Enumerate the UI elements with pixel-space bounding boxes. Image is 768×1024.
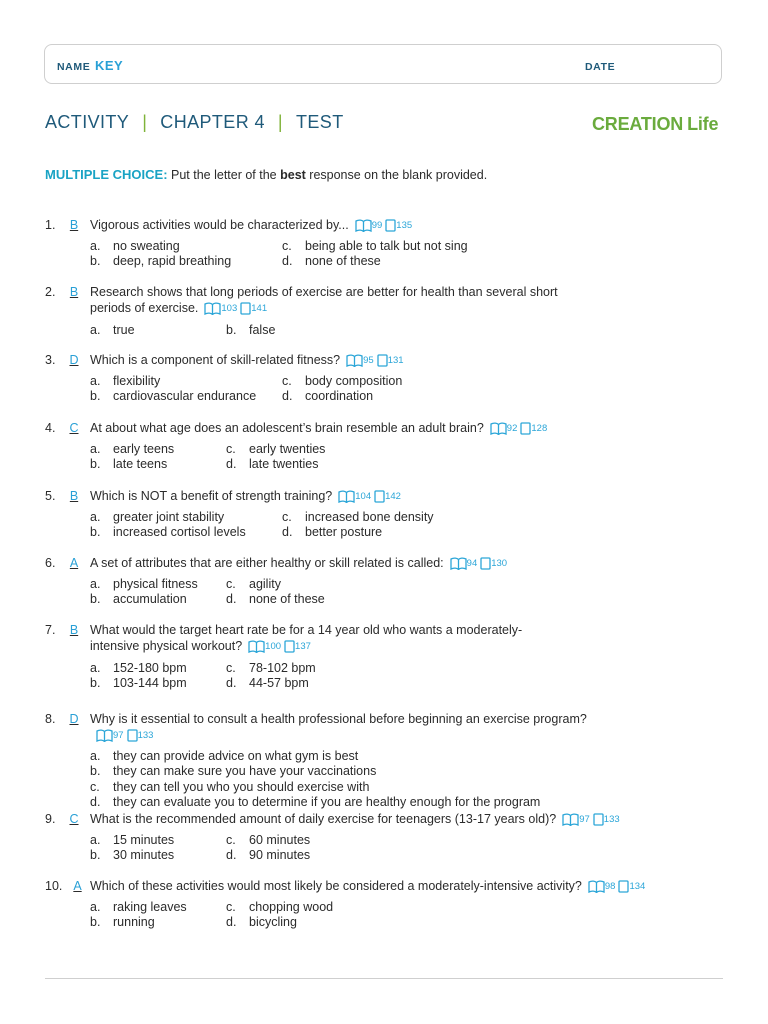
option-letter: b. xyxy=(90,764,101,779)
title-activity: ACTIVITY xyxy=(45,112,130,132)
book-page-ref xyxy=(204,301,237,317)
option-row xyxy=(90,764,650,780)
question-number: 2. xyxy=(45,285,56,299)
option-text: early teens xyxy=(113,441,175,456)
question-3 xyxy=(45,352,407,405)
page-icon xyxy=(374,490,385,503)
book-icon xyxy=(562,813,579,826)
answer-blank: D xyxy=(69,353,79,367)
book-icon xyxy=(204,302,221,315)
option-text: cardiovascular endurance xyxy=(113,389,257,404)
question-2 xyxy=(45,284,560,338)
answer-blank: B xyxy=(69,623,79,637)
option-row xyxy=(90,661,560,677)
option-letter: b. xyxy=(90,254,101,269)
question-text: Which of these activities would most likely be considered a moderately-intensive activity? xyxy=(90,879,582,893)
answer-options xyxy=(90,577,510,608)
option-text: they can make sure you have your vaccinations xyxy=(113,764,377,779)
option-text: body composition xyxy=(305,373,403,388)
option-b xyxy=(90,848,226,864)
option-row xyxy=(90,374,407,390)
question-text: What would the target heart rate be for a 14 year old who wants a moderately-intensive physical workout? xyxy=(90,623,523,653)
option-letter: b. xyxy=(226,322,237,337)
option-letter: a. xyxy=(90,576,101,591)
option-letter: d. xyxy=(226,848,237,863)
book-icon xyxy=(450,557,467,570)
option-row xyxy=(90,239,468,255)
date-label: DATE xyxy=(585,61,616,73)
question-4 xyxy=(45,420,550,473)
option-text: physical fitness xyxy=(113,576,198,591)
question-number: 5. xyxy=(45,489,56,503)
book-icon xyxy=(588,880,605,893)
title-separator: | xyxy=(142,112,148,132)
option-a xyxy=(90,510,282,526)
option-row xyxy=(90,389,407,405)
page-refs xyxy=(490,421,550,437)
option-row xyxy=(90,323,560,339)
question-number: 3. xyxy=(45,353,56,367)
question-line xyxy=(45,420,550,437)
option-letter: c. xyxy=(226,660,236,675)
question-text-wrap xyxy=(90,711,650,744)
question-text-wrap xyxy=(90,352,407,369)
option-row xyxy=(90,848,623,864)
answer-options xyxy=(90,510,434,541)
option-letter: c. xyxy=(226,576,236,591)
page-ref-number: 103 xyxy=(221,302,238,314)
option-c xyxy=(226,577,281,593)
option-letter: a. xyxy=(90,832,101,847)
page-ref xyxy=(127,728,154,744)
answer-options xyxy=(90,442,550,473)
question-6 xyxy=(45,555,510,608)
option-text: increased cortisol levels xyxy=(113,525,246,540)
option-letter: b. xyxy=(90,848,101,863)
question-text-wrap xyxy=(90,555,510,572)
page-ref-number: 94 xyxy=(466,557,478,569)
option-text: deep, rapid breathing xyxy=(113,254,232,269)
question-text: A set of attributes that are either healthy or skill related is called: xyxy=(90,556,444,570)
option-letter: b. xyxy=(90,389,101,404)
book-icon xyxy=(346,354,363,367)
option-row xyxy=(90,254,468,270)
option-text: they can tell you who you should exercise with xyxy=(113,779,370,794)
option-text: 15 minutes xyxy=(113,832,175,847)
option-row xyxy=(90,795,650,811)
page-ref-number: 104 xyxy=(355,490,372,502)
book-page-ref xyxy=(346,353,374,369)
page-ref-number: 141 xyxy=(251,302,268,314)
book-page-ref xyxy=(338,489,371,505)
option-text: running xyxy=(113,915,155,930)
option-b xyxy=(90,592,226,608)
option-d xyxy=(226,592,325,608)
option-c xyxy=(226,661,316,677)
book-icon xyxy=(490,422,507,435)
option-letter: d. xyxy=(226,592,237,607)
option-a xyxy=(90,900,226,916)
page-refs xyxy=(204,301,270,317)
option-b xyxy=(90,525,282,541)
question-number: 10. xyxy=(45,879,63,893)
question-8 xyxy=(45,711,650,811)
book-page-ref xyxy=(355,218,383,234)
answer-options xyxy=(90,661,560,692)
option-text: chopping wood xyxy=(249,899,334,914)
page-refs xyxy=(588,879,648,895)
option-c xyxy=(282,510,434,526)
option-b xyxy=(90,764,376,780)
question-line xyxy=(45,488,434,505)
option-text: 78-102 bpm xyxy=(249,660,316,675)
question-line xyxy=(45,711,650,744)
option-row xyxy=(90,749,650,765)
page-ref xyxy=(240,301,267,317)
page-icon xyxy=(240,302,251,315)
page-icon xyxy=(618,880,629,893)
question-text: Why is it essential to consult a health professional before beginning an exercise program? xyxy=(90,712,587,726)
option-letter: a. xyxy=(90,748,101,763)
brand-logo xyxy=(592,114,718,135)
page-ref-number: 137 xyxy=(295,640,311,652)
question-text-wrap xyxy=(90,622,560,655)
option-c xyxy=(90,780,369,796)
option-text: false xyxy=(249,322,276,337)
page-ref-number: 134 xyxy=(629,880,646,892)
option-c xyxy=(282,239,468,255)
book-page-ref xyxy=(490,421,518,437)
option-a xyxy=(90,833,226,849)
footer-divider xyxy=(45,978,723,979)
question-10 xyxy=(45,878,648,931)
answer-options xyxy=(90,900,648,931)
option-row xyxy=(90,900,648,916)
option-text: 60 minutes xyxy=(249,832,311,847)
option-text: increased bone density xyxy=(305,509,434,524)
option-letter: b. xyxy=(90,457,101,472)
option-c xyxy=(226,442,325,458)
option-letter: b. xyxy=(90,676,101,691)
option-letter: d. xyxy=(90,795,101,810)
option-b xyxy=(90,254,282,270)
option-text: accumulation xyxy=(113,592,187,607)
option-text: coordination xyxy=(305,389,374,404)
option-text: no sweating xyxy=(113,238,180,253)
answer-options xyxy=(90,323,560,339)
answer-options xyxy=(90,374,407,405)
question-9 xyxy=(45,811,623,864)
question-line xyxy=(45,284,560,317)
option-letter: a. xyxy=(90,509,101,524)
title-test: TEST xyxy=(296,112,344,132)
option-b xyxy=(90,457,226,473)
page-icon xyxy=(480,557,491,570)
question-text-wrap xyxy=(90,488,404,505)
option-text: 30 minutes xyxy=(113,848,175,863)
option-a xyxy=(90,323,226,339)
page-icon xyxy=(377,354,388,367)
option-row xyxy=(90,525,434,541)
option-letter: d. xyxy=(226,457,237,472)
page-ref-number: 128 xyxy=(531,422,548,434)
instructions-text-after: response on the blank provided. xyxy=(305,168,488,182)
question-text-wrap xyxy=(90,284,560,317)
option-c xyxy=(226,833,310,849)
question-text-wrap xyxy=(90,878,648,895)
question-line xyxy=(45,217,468,234)
option-text: early twenties xyxy=(249,441,326,456)
page-refs xyxy=(562,812,622,828)
page-icon xyxy=(127,729,138,742)
question-text-wrap xyxy=(90,420,550,437)
option-letter: c. xyxy=(282,509,292,524)
question-text: At about what age does an adolescent’s brain resemble an adult brain? xyxy=(90,421,484,435)
instructions-label: MULTIPLE CHOICE: xyxy=(45,167,168,182)
name-label: NAME xyxy=(57,61,91,73)
page-ref xyxy=(593,812,620,828)
page-icon xyxy=(284,640,295,653)
option-text: being able to talk but not sing xyxy=(305,238,468,253)
page-ref xyxy=(520,421,547,437)
title-separator: | xyxy=(277,112,283,132)
answer-blank: D xyxy=(69,712,79,726)
question-number: 1. xyxy=(45,218,56,232)
option-text: late teens xyxy=(113,457,168,472)
option-a xyxy=(90,374,282,390)
page-ref-number: 100 xyxy=(265,640,282,652)
question-text: Research shows that long periods of exercise are better for health than several short periods of exercise. xyxy=(90,285,558,315)
page-ref-number: 92 xyxy=(506,422,518,434)
question-number: 7. xyxy=(45,623,56,637)
option-row xyxy=(90,577,510,593)
option-row xyxy=(90,592,510,608)
option-row xyxy=(90,442,550,458)
brand-life: Life xyxy=(687,114,719,134)
question-line xyxy=(45,878,648,895)
option-d xyxy=(282,389,373,405)
option-a xyxy=(90,661,226,677)
option-letter: a. xyxy=(90,238,101,253)
option-row xyxy=(90,780,650,796)
option-letter: a. xyxy=(90,322,101,337)
page-icon xyxy=(520,422,531,435)
question-7 xyxy=(45,622,560,692)
option-letter: c. xyxy=(226,441,236,456)
page-ref-number: 97 xyxy=(113,729,124,741)
option-d xyxy=(226,676,309,692)
question-line xyxy=(45,811,623,828)
option-letter: b. xyxy=(90,915,101,930)
option-letter: b. xyxy=(90,525,101,540)
option-text: none of these xyxy=(249,592,325,607)
page-icon xyxy=(385,219,396,232)
option-row xyxy=(90,676,560,692)
option-d xyxy=(90,795,540,811)
question-text: What is the recommended amount of daily exercise for teenagers (13-17 years old)? xyxy=(90,812,557,826)
option-text: late twenties xyxy=(249,457,319,472)
option-d xyxy=(282,254,381,270)
option-text: greater joint stability xyxy=(113,509,225,524)
page-refs xyxy=(450,556,510,572)
option-text: bicycling xyxy=(249,915,297,930)
book-page-ref xyxy=(248,639,281,655)
option-b xyxy=(90,676,226,692)
option-d xyxy=(282,525,382,541)
page-refs xyxy=(346,353,406,369)
option-text: better posture xyxy=(305,525,383,540)
question-text: Which is a component of skill-related fitness? xyxy=(90,353,341,367)
name-value: KEY xyxy=(95,58,124,73)
page-ref-number: 130 xyxy=(491,557,508,569)
page-ref xyxy=(374,489,401,505)
option-b xyxy=(90,389,282,405)
question-text-wrap xyxy=(90,217,415,234)
option-b xyxy=(90,915,226,931)
book-icon xyxy=(96,729,113,742)
question-1 xyxy=(45,217,468,270)
page-refs xyxy=(338,489,404,505)
answer-blank: C xyxy=(69,812,79,826)
answer-blank: B xyxy=(69,285,79,299)
brand-creation: CREATION xyxy=(592,114,684,134)
instructions-text-before: Put the letter of the xyxy=(167,168,281,182)
option-a xyxy=(90,749,358,765)
title-chapter: CHAPTER 4 xyxy=(160,112,265,132)
option-letter: a. xyxy=(90,660,101,675)
book-page-ref xyxy=(450,556,478,572)
question-line xyxy=(45,352,407,369)
option-letter: c. xyxy=(282,238,292,253)
question-number: 4. xyxy=(45,421,56,435)
option-a xyxy=(90,442,226,458)
page-ref-number: 98 xyxy=(604,880,616,892)
question-5 xyxy=(45,488,434,541)
option-c xyxy=(226,900,333,916)
option-letter: a. xyxy=(90,899,101,914)
option-d xyxy=(226,457,318,473)
answer-options xyxy=(90,239,468,270)
option-letter: c. xyxy=(226,899,236,914)
answer-options xyxy=(90,749,650,811)
instructions xyxy=(45,167,487,182)
option-c xyxy=(282,374,402,390)
question-line xyxy=(45,555,510,572)
answer-blank: C xyxy=(69,421,79,435)
page-ref-number: 133 xyxy=(137,729,154,741)
answer-blank: B xyxy=(69,489,79,503)
question-text: Which is NOT a benefit of strength training? xyxy=(90,489,333,503)
page-ref xyxy=(385,218,412,234)
page-ref-number: 133 xyxy=(603,813,620,825)
option-text: agility xyxy=(249,576,281,591)
option-row xyxy=(90,510,434,526)
instructions-bold: best xyxy=(280,168,306,182)
option-letter: b. xyxy=(90,592,101,607)
option-d xyxy=(226,915,297,931)
option-letter: d. xyxy=(282,525,293,540)
option-letter: d. xyxy=(282,389,293,404)
page-refs xyxy=(355,218,415,234)
option-row xyxy=(90,833,623,849)
option-text: they can provide advice on what gym is best xyxy=(113,748,359,763)
option-text: 44-57 bpm xyxy=(249,676,309,691)
option-text: flexibility xyxy=(113,373,161,388)
book-page-ref xyxy=(588,879,616,895)
option-letter: c. xyxy=(90,779,100,794)
book-icon xyxy=(248,640,265,653)
option-text: none of these xyxy=(305,254,381,269)
option-letter: a. xyxy=(90,441,101,456)
option-text: 152-180 bpm xyxy=(113,660,187,675)
option-a xyxy=(90,577,226,593)
option-row xyxy=(90,915,648,931)
option-letter: c. xyxy=(226,832,236,847)
answer-blank: A xyxy=(73,879,82,893)
option-row xyxy=(90,457,550,473)
answer-blank: A xyxy=(69,556,79,570)
option-text: they can evaluate you to determine if you are healthy enough for the program xyxy=(113,795,541,810)
question-number: 9. xyxy=(45,812,56,826)
page-refs xyxy=(96,728,156,744)
page-ref-number: 142 xyxy=(385,490,401,502)
option-d xyxy=(226,848,310,864)
question-text-wrap xyxy=(90,811,623,828)
option-letter: a. xyxy=(90,373,101,388)
book-page-ref xyxy=(96,728,124,744)
question-number: 6. xyxy=(45,556,56,570)
page-ref xyxy=(480,556,507,572)
name-date-box xyxy=(44,44,722,84)
book-icon xyxy=(355,219,372,232)
answer-options xyxy=(90,833,623,864)
option-text: 90 minutes xyxy=(249,848,311,863)
option-letter: d. xyxy=(282,254,293,269)
question-line xyxy=(45,622,560,655)
answer-blank: B xyxy=(69,218,79,232)
page-ref-number: 99 xyxy=(371,219,383,231)
page-ref xyxy=(377,353,404,369)
page-ref xyxy=(618,879,645,895)
option-letter: d. xyxy=(226,915,237,930)
page-ref-number: 135 xyxy=(396,219,413,231)
question-number: 8. xyxy=(45,712,56,726)
option-b xyxy=(226,323,275,339)
option-a xyxy=(90,239,282,255)
option-text: raking leaves xyxy=(113,899,187,914)
page-icon xyxy=(593,813,604,826)
page-title xyxy=(45,112,344,133)
page-ref-number: 131 xyxy=(387,354,404,366)
option-letter: c. xyxy=(282,373,292,388)
page-ref xyxy=(284,639,311,655)
option-text: true xyxy=(113,322,135,337)
page-ref-number: 95 xyxy=(363,354,374,366)
question-text: Vigorous activities would be characterized by... xyxy=(90,218,349,232)
option-text: 103-144 bpm xyxy=(113,676,187,691)
page-refs xyxy=(248,639,314,655)
option-letter: d. xyxy=(226,676,237,691)
book-page-ref xyxy=(562,812,590,828)
page-ref-number: 97 xyxy=(579,813,590,825)
book-icon xyxy=(338,490,355,503)
